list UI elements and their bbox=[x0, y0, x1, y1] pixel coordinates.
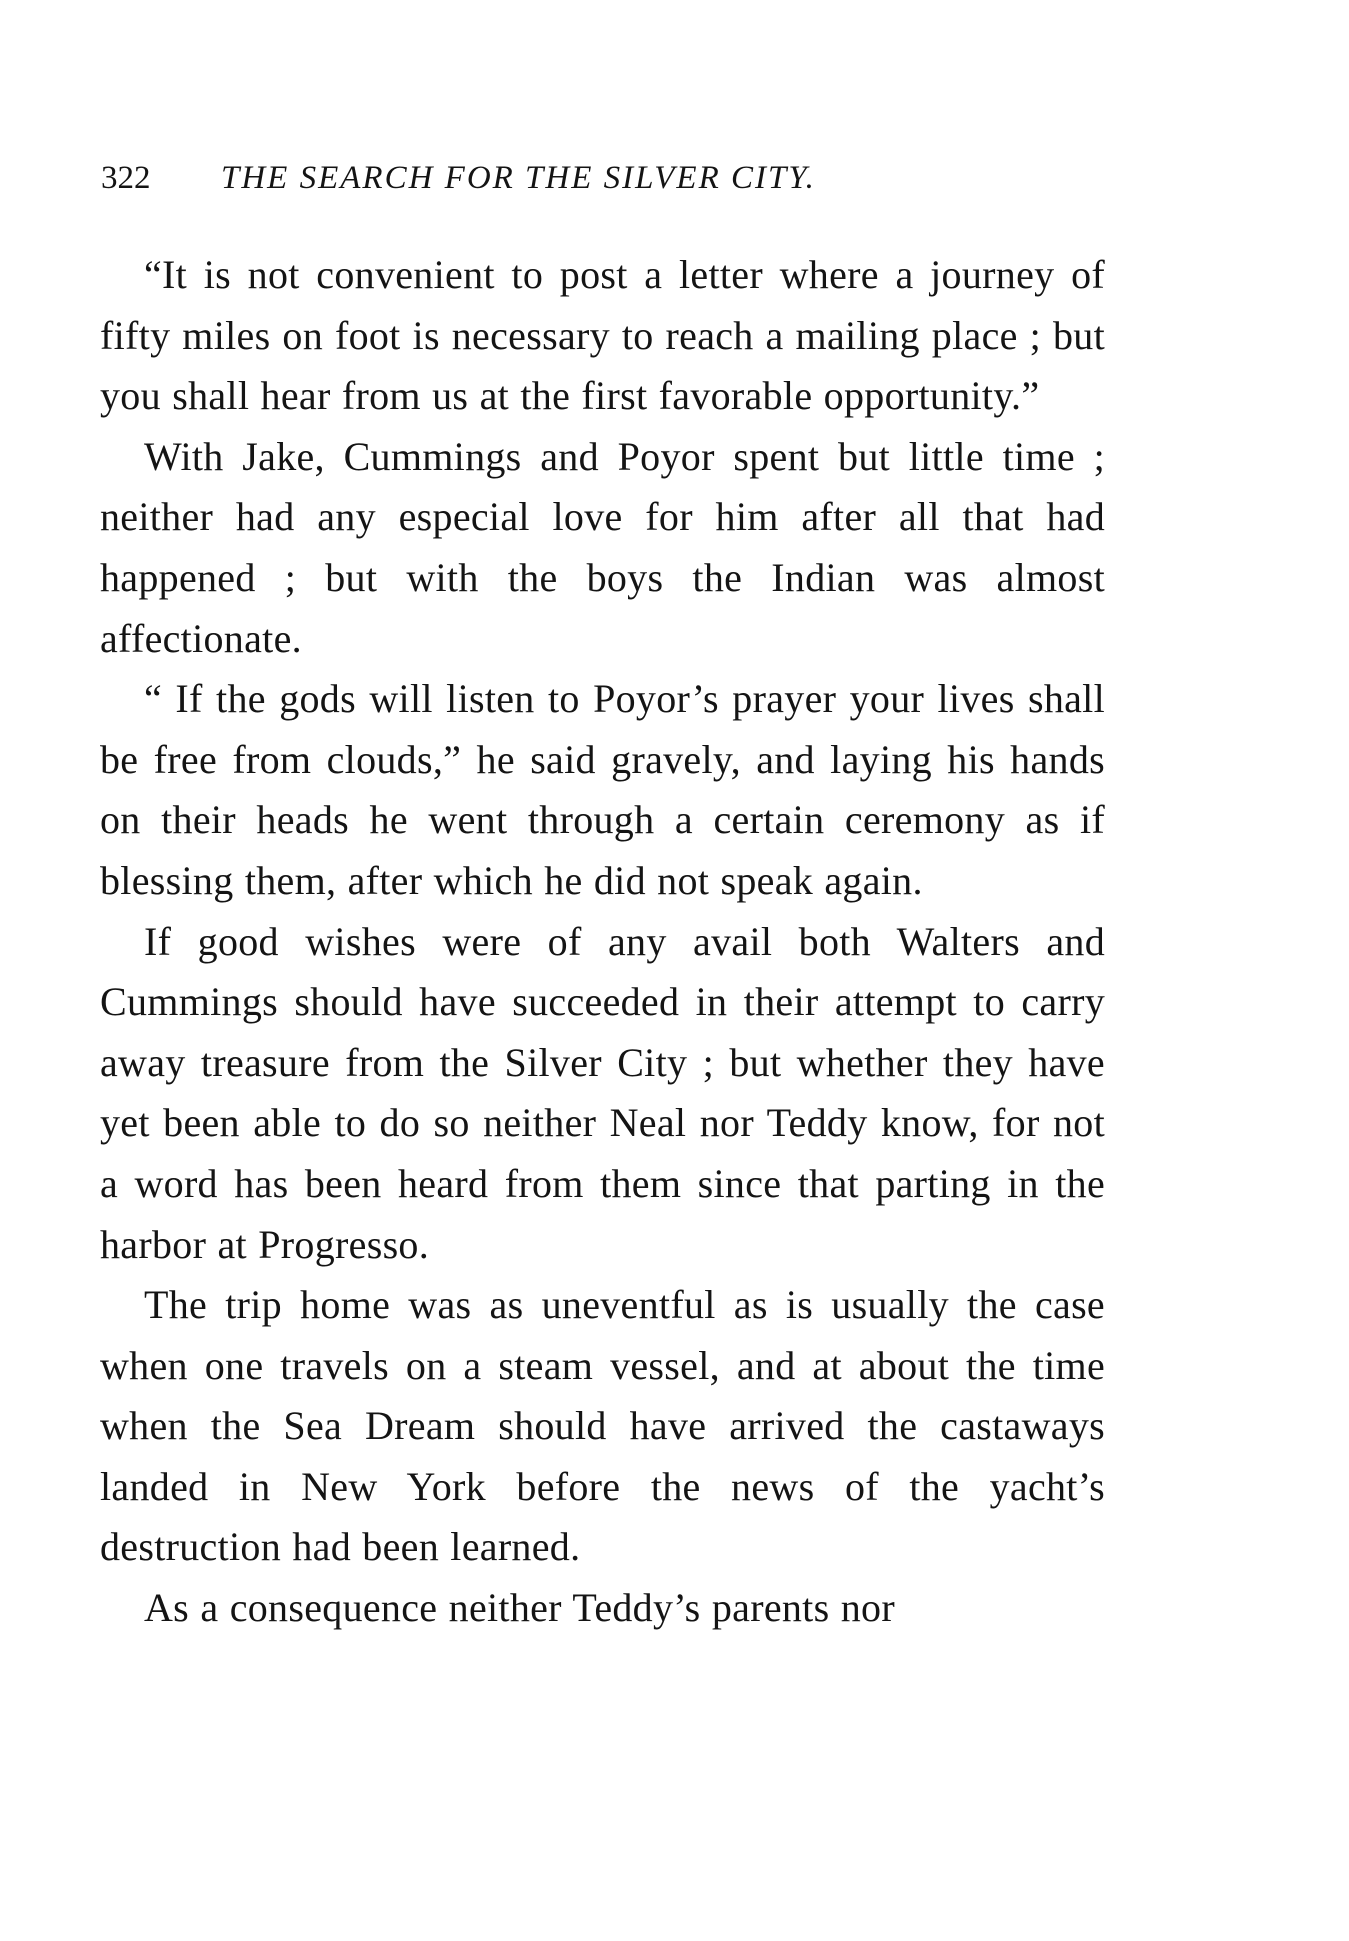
page-number: 322 bbox=[101, 160, 151, 196]
paragraph: “It is not convenient to post a letter where a journey of fifty miles on foot is necessary to reach a mailing place ; but you shall hear from us at the first favorable opportunity.” bbox=[100, 252, 1105, 419]
paragraph: “ If the gods will listen to Poyor’s prayer your lives shall be free from clouds,” he said gravely, and laying his hands on their heads he went through a certain ceremony as if blessing them, after which he did not speak again. bbox=[100, 676, 1105, 903]
paragraph: With Jake, Cummings and Poyor spent but little time ; neither had any especial love for him after all that had happened ; but with the boys the Indian was almost affectionate. bbox=[100, 433, 1105, 661]
body-text bbox=[100, 245, 1105, 1639]
paragraph: The trip home was as uneventful as is usually the case when one travels on a steam vessel, and at about the time when the Sea Dream should have arrived the castaways landed in New York before the news of the yacht’s destruction had been learned. bbox=[100, 1282, 1105, 1570]
paragraph: If good wishes were of any avail both Walters and Cummings should have succeeded in their attempt to carry away treasure from the Silver City ; but whether they have yet been able to do so neither Neal nor Teddy know, for not a word has been heard from them since that parting in the harbor at Progresso. bbox=[100, 918, 1105, 1267]
running-title: THE SEARCH FOR THE SILVER CITY. bbox=[221, 160, 816, 196]
running-head bbox=[101, 155, 981, 201]
paragraph: As a consequence neither Teddy’s parents nor bbox=[144, 1585, 895, 1631]
